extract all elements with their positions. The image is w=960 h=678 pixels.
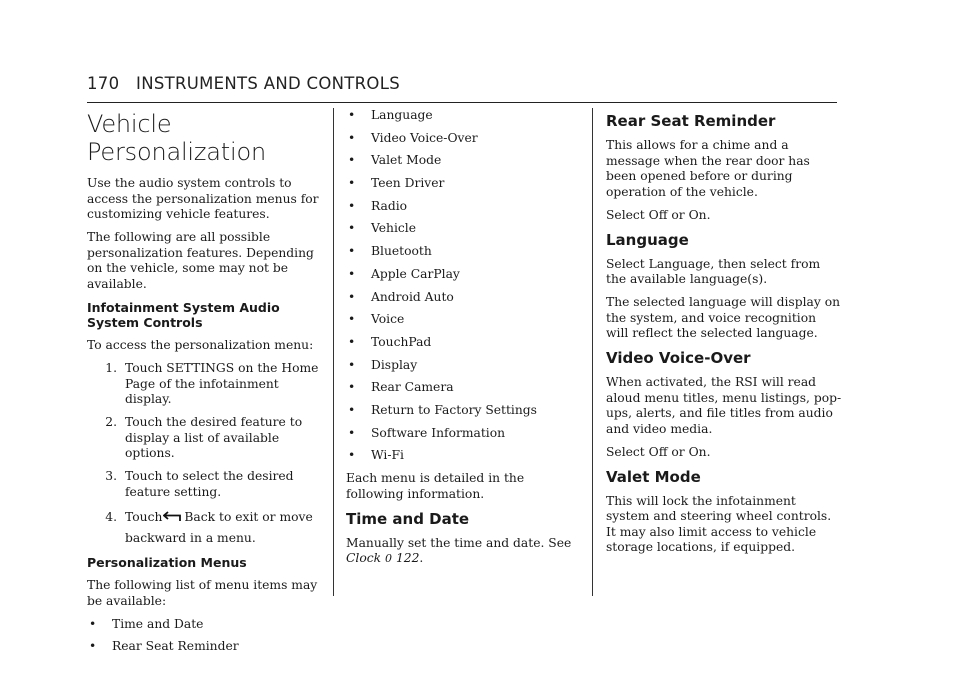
list-item-label: TouchPad — [371, 334, 432, 349]
list-item-label: Return to Factory Settings — [371, 402, 537, 417]
bullet-icon: • — [348, 425, 356, 440]
step-text: Touch to select the desired feature setting. — [125, 469, 294, 499]
bullet-icon: • — [348, 402, 356, 417]
list-item — [346, 131, 584, 147]
list-item — [346, 244, 584, 260]
heading-language: Language — [606, 230, 689, 249]
header-text — [87, 74, 400, 93]
list-item: • Time and Date — [89, 616, 204, 631]
back-icon — [163, 510, 183, 529]
list-item — [346, 267, 584, 283]
list-item-label: Teen Driver — [371, 176, 445, 191]
list-item-label: Wi-Fi — [371, 448, 404, 463]
vvo-paragraph: When activated, the RSI will read aloud menu titles, menu listings, pop-ups, alerts, and file titles from audio and video media. — [606, 375, 842, 436]
column-divider-1 — [333, 108, 334, 596]
list-item-label: Voice — [371, 312, 405, 327]
step-text: Touch the desired feature to display a list of available options. — [125, 415, 303, 460]
step-number: 4. — [105, 509, 117, 524]
bullet-icon: • — [348, 153, 356, 168]
list-item — [346, 426, 584, 442]
heading-video-voice-over: Video Voice-Over — [606, 349, 751, 367]
page-title: Vehicle Personalization — [87, 110, 266, 166]
column-1 — [87, 108, 323, 662]
list-item — [346, 312, 584, 328]
bullet-icon: • — [348, 130, 356, 145]
step-number: 2. — [105, 415, 117, 429]
step-text-post: Back to exit or move backward in a menu. — [125, 509, 313, 545]
bullet-icon: • — [348, 380, 356, 395]
bullet-icon: • — [348, 266, 356, 281]
list-item: • Rear Seat Reminder — [89, 639, 239, 654]
list-item — [346, 335, 584, 351]
list-item-label: Rear Camera — [371, 380, 454, 395]
list-item-label: Android Auto — [371, 289, 454, 304]
bullet-icon: • — [348, 176, 356, 191]
list-item — [346, 108, 584, 124]
list-item — [346, 221, 584, 237]
menu-intro: The following list of menu items may be available: — [87, 578, 318, 608]
list-item — [346, 358, 584, 374]
bullet-icon: • — [348, 108, 356, 122]
bullet-icon: • — [348, 357, 356, 372]
list-item-label: Vehicle — [371, 221, 416, 236]
list-item-label: Valet Mode — [371, 153, 442, 168]
subheading-menus: Personalization Menus — [87, 555, 247, 570]
list-item-label: Video Voice-Over — [371, 130, 478, 145]
list-item-label: Apple CarPlay — [371, 266, 460, 281]
subheading-controls: Infotainment System Audio System Controls — [87, 299, 280, 330]
step-number: 3. — [105, 469, 117, 483]
detail-paragraph: Each menu is detailed in the following information. — [346, 471, 525, 501]
vvo-select: Select Off or On. — [606, 444, 711, 459]
bullet-icon: • — [348, 334, 356, 349]
step-4 — [87, 508, 323, 548]
time-paragraph: Manually set the time and date. See Clock 0 122. — [346, 535, 572, 565]
column-2 — [346, 108, 584, 574]
intro-paragraph: Use the audio system controls to access the personalization menus for customizing vehicle features. — [87, 176, 319, 221]
language-paragraph-2: The selected language will display on the system, and voice recognition will reflect the selected language. — [606, 295, 841, 340]
step-text-pre: Touch — [125, 509, 163, 524]
step-text: Touch SETTINGS on the Home Page of the infotainment display. — [125, 361, 319, 406]
list-item-label: Bluetooth — [371, 244, 432, 259]
list-item — [346, 199, 584, 215]
menu-list — [346, 108, 584, 464]
page-ref-icon: 0 — [385, 552, 393, 565]
bullet-icon: • — [89, 639, 97, 654]
bullet-icon: • — [348, 448, 356, 463]
list-item-label: Language — [371, 108, 433, 122]
bullet-icon: • — [348, 198, 356, 213]
list-item — [346, 380, 584, 396]
column-3 — [606, 108, 842, 563]
heading-rear-seat: Rear Seat Reminder — [606, 112, 776, 130]
list-item-label: Software Information — [371, 425, 506, 440]
clock-link[interactable]: Clock 0 122 — [346, 551, 420, 565]
list-item — [346, 403, 584, 419]
list-item — [346, 290, 584, 306]
rear-select: Select Off or On. — [606, 207, 711, 222]
list-item — [346, 176, 584, 192]
bullet-icon: • — [348, 289, 356, 304]
step-2 — [87, 415, 323, 462]
step-1 — [87, 361, 323, 408]
heading-valet-mode: Valet Mode — [606, 467, 701, 486]
valet-paragraph: This will lock the infotainment system and steering wheel controls. It may also limit access to vehicle storage locations, if equipped. — [606, 493, 832, 554]
rear-paragraph: This allows for a chime and a message when the rear door has been opened before or during operation of the vehicle. — [606, 138, 810, 199]
column-divider-2 — [592, 108, 593, 596]
bullet-icon: • — [348, 312, 356, 327]
section-title: INSTRUMENTS AND CONTROLS — [136, 74, 400, 93]
step-number: 1. — [105, 361, 117, 375]
step-3 — [87, 469, 323, 500]
list-item-label: Radio — [371, 198, 408, 213]
possible-paragraph: The following are all possible personalization features. Depending on the vehicle, some may not be available. — [87, 230, 314, 291]
page-number: 170 — [87, 74, 120, 93]
list-item — [346, 153, 584, 169]
bullet-icon: • — [89, 616, 97, 631]
bullet-icon: • — [348, 244, 356, 259]
heading-time-date: Time and Date — [346, 509, 470, 528]
bullet-icon: • — [348, 221, 356, 236]
list-item — [346, 448, 584, 464]
language-paragraph: Select Language, then select from the available language(s). — [606, 256, 821, 286]
page-header — [87, 70, 837, 103]
list-item-label: Display — [371, 357, 418, 372]
access-paragraph: To access the personalization menu: — [87, 338, 314, 352]
